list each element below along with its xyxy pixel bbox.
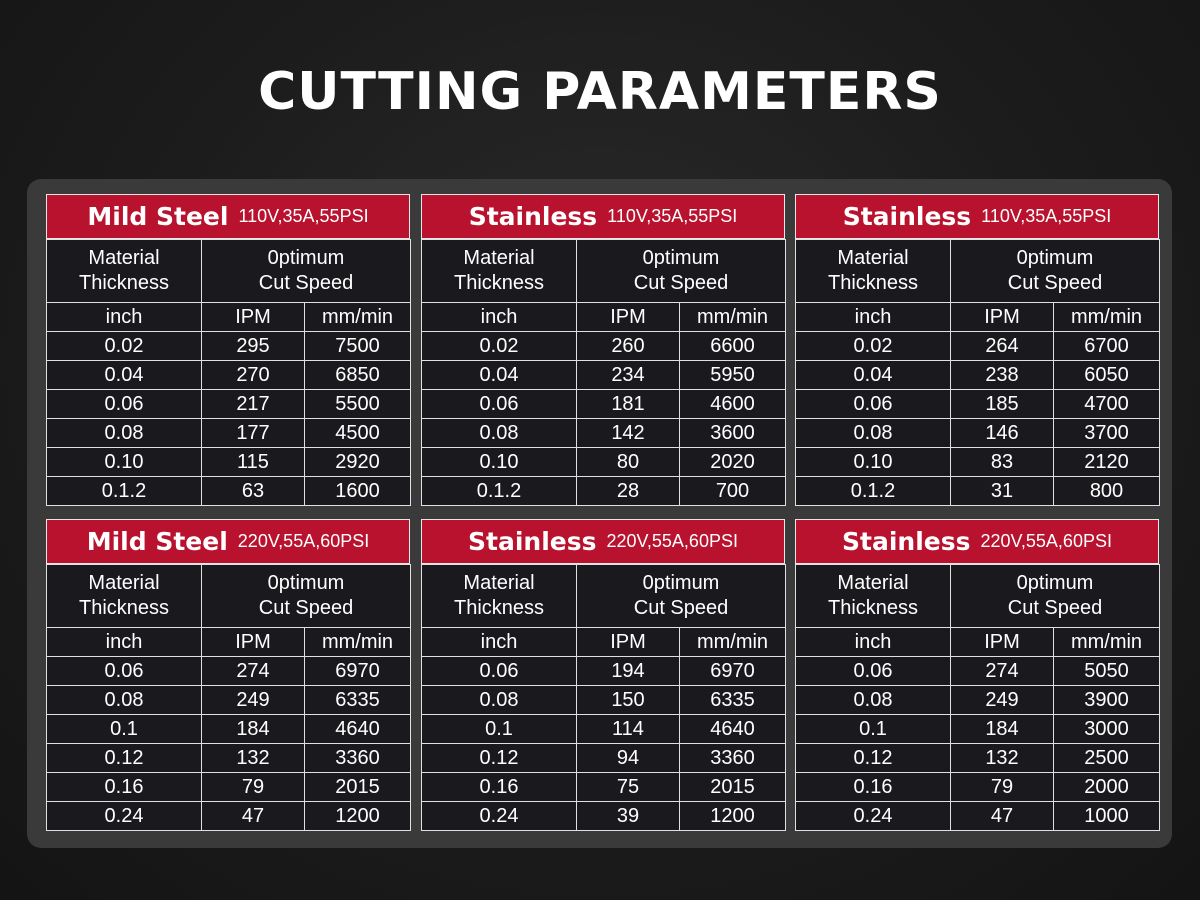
column-header-row <box>796 240 1160 303</box>
thickness-header-line2: Thickness <box>78 597 170 619</box>
page-title: CUTTING PARAMETERS <box>258 62 942 122</box>
table-row <box>422 361 786 390</box>
table-row <box>422 477 786 506</box>
unit-inch: inch <box>47 303 202 332</box>
thickness-cell: 0.02 <box>796 332 951 361</box>
thickness-cell: 0.1.2 <box>47 477 202 506</box>
speed-header-line1: 0ptimum <box>642 572 720 594</box>
ipm-cell: 238 <box>951 361 1054 390</box>
mm-per-min-cell: 2000 <box>1054 773 1160 802</box>
ipm-cell: 28 <box>577 477 680 506</box>
mm-per-min-cell: 6970 <box>305 657 411 686</box>
thickness-cell: 0.08 <box>422 686 577 715</box>
mm-per-min-cell: 800 <box>1054 477 1160 506</box>
mm-per-min-cell: 4700 <box>1054 390 1160 419</box>
unit-mm-per-min: mm/min <box>680 303 786 332</box>
units-row <box>796 303 1160 332</box>
mm-per-min-cell: 5050 <box>1054 657 1160 686</box>
ipm-cell: 79 <box>202 773 305 802</box>
table-row <box>47 773 411 802</box>
speed-header-line2: Cut Speed <box>1007 272 1103 294</box>
material-name: Mild Steel <box>87 202 229 231</box>
unit-mm-per-min: mm/min <box>305 303 411 332</box>
table-row <box>796 686 1160 715</box>
thickness-cell: 0.08 <box>796 419 951 448</box>
thickness-cell: 0.06 <box>422 657 577 686</box>
unit-inch: inch <box>796 628 951 657</box>
ipm-cell: 194 <box>577 657 680 686</box>
table-row <box>47 715 411 744</box>
mm-per-min-cell: 3900 <box>1054 686 1160 715</box>
table-header <box>46 194 410 239</box>
table-row <box>47 419 411 448</box>
column-header-row <box>422 565 786 628</box>
ipm-cell: 295 <box>202 332 305 361</box>
thickness-header-line2: Thickness <box>827 272 919 294</box>
table-row <box>796 744 1160 773</box>
speed-header-line1: 0ptimum <box>642 247 720 269</box>
ipm-cell: 75 <box>577 773 680 802</box>
ipm-cell: 83 <box>951 448 1054 477</box>
ipm-cell: 177 <box>202 419 305 448</box>
unit-inch: inch <box>47 628 202 657</box>
mm-per-min-cell: 4600 <box>680 390 786 419</box>
parameter-table-card <box>46 194 410 506</box>
thickness-cell: 0.08 <box>796 686 951 715</box>
speed-header <box>577 565 786 628</box>
thickness-cell: 0.24 <box>422 802 577 831</box>
thickness-cell: 0.02 <box>47 332 202 361</box>
mm-per-min-cell: 6850 <box>305 361 411 390</box>
ipm-cell: 142 <box>577 419 680 448</box>
mm-per-min-cell: 2015 <box>305 773 411 802</box>
column-header-row <box>47 565 411 628</box>
mm-per-min-cell: 1200 <box>305 802 411 831</box>
thickness-cell: 0.08 <box>47 419 202 448</box>
thickness-cell: 0.12 <box>422 744 577 773</box>
ipm-cell: 249 <box>951 686 1054 715</box>
thickness-header-line1: Material <box>88 247 160 269</box>
mm-per-min-cell: 5500 <box>305 390 411 419</box>
mm-per-min-cell: 4640 <box>305 715 411 744</box>
mm-per-min-cell: 700 <box>680 477 786 506</box>
table-row <box>422 715 786 744</box>
ipm-cell: 217 <box>202 390 305 419</box>
thickness-header-line2: Thickness <box>453 597 545 619</box>
thickness-header <box>422 565 577 628</box>
unit-mm-per-min: mm/min <box>1054 303 1160 332</box>
table-row <box>796 773 1160 802</box>
units-row <box>422 303 786 332</box>
thickness-header-line2: Thickness <box>78 272 170 294</box>
thickness-cell: 0.06 <box>47 390 202 419</box>
table-row <box>47 448 411 477</box>
mm-per-min-cell: 6970 <box>680 657 786 686</box>
unit-inch: inch <box>796 303 951 332</box>
thickness-header <box>796 565 951 628</box>
ipm-cell: 181 <box>577 390 680 419</box>
ipm-cell: 264 <box>951 332 1054 361</box>
unit-ipm: IPM <box>202 303 305 332</box>
parameter-table <box>795 564 1160 831</box>
ipm-cell: 63 <box>202 477 305 506</box>
ipm-cell: 249 <box>202 686 305 715</box>
thickness-header <box>47 565 202 628</box>
thickness-cell: 0.08 <box>47 686 202 715</box>
table-header <box>795 194 1159 239</box>
speed-header-line1: 0ptimum <box>1016 247 1094 269</box>
table-row <box>47 744 411 773</box>
ipm-cell: 47 <box>951 802 1054 831</box>
speed-header-line2: Cut Speed <box>258 272 354 294</box>
thickness-header-line1: Material <box>463 572 535 594</box>
mm-per-min-cell: 3360 <box>305 744 411 773</box>
mm-per-min-cell: 3360 <box>680 744 786 773</box>
parameter-table-card <box>795 194 1159 506</box>
mm-per-min-cell: 4500 <box>305 419 411 448</box>
thickness-cell: 0.1 <box>47 715 202 744</box>
table-row <box>47 390 411 419</box>
units-row <box>47 303 411 332</box>
mm-per-min-cell: 2015 <box>680 773 786 802</box>
ipm-cell: 94 <box>577 744 680 773</box>
thickness-header-line2: Thickness <box>453 272 545 294</box>
units-row <box>422 628 786 657</box>
thickness-cell: 0.10 <box>796 448 951 477</box>
table-row <box>796 448 1160 477</box>
parameter-table-card <box>421 194 785 506</box>
table-row <box>422 773 786 802</box>
ipm-cell: 47 <box>202 802 305 831</box>
units-row <box>47 628 411 657</box>
table-row <box>422 744 786 773</box>
speed-header <box>951 240 1160 303</box>
ipm-cell: 274 <box>951 657 1054 686</box>
thickness-cell: 0.06 <box>796 657 951 686</box>
unit-mm-per-min: mm/min <box>305 628 411 657</box>
table-row <box>796 657 1160 686</box>
ipm-cell: 185 <box>951 390 1054 419</box>
parameter-table <box>46 564 411 831</box>
thickness-cell: 0.06 <box>796 390 951 419</box>
thickness-cell: 0.10 <box>47 448 202 477</box>
mm-per-min-cell: 6050 <box>1054 361 1160 390</box>
speed-header-line2: Cut Speed <box>1007 597 1103 619</box>
unit-inch: inch <box>422 628 577 657</box>
table-row <box>422 419 786 448</box>
ipm-cell: 79 <box>951 773 1054 802</box>
mm-per-min-cell: 1600 <box>305 477 411 506</box>
thickness-cell: 0.16 <box>47 773 202 802</box>
thickness-cell: 0.12 <box>796 744 951 773</box>
speed-header <box>951 565 1160 628</box>
table-row <box>422 657 786 686</box>
table-row <box>47 686 411 715</box>
unit-ipm: IPM <box>577 628 680 657</box>
table-row <box>796 332 1160 361</box>
machine-spec: 110V,35A,55PSI <box>981 206 1112 226</box>
parameter-table-card <box>421 519 785 831</box>
mm-per-min-cell: 1000 <box>1054 802 1160 831</box>
table-row <box>47 802 411 831</box>
mm-per-min-cell: 6335 <box>680 686 786 715</box>
material-name: Stainless <box>468 202 598 231</box>
table-row <box>422 332 786 361</box>
thickness-cell: 0.04 <box>796 361 951 390</box>
unit-ipm: IPM <box>951 303 1054 332</box>
machine-spec: 110V,35A,55PSI <box>607 206 738 226</box>
material-name: Stainless <box>468 527 597 556</box>
mm-per-min-cell: 3000 <box>1054 715 1160 744</box>
thickness-cell: 0.1 <box>796 715 951 744</box>
unit-ipm: IPM <box>202 628 305 657</box>
unit-ipm: IPM <box>577 303 680 332</box>
parameter-table <box>795 239 1160 506</box>
thickness-cell: 0.08 <box>422 419 577 448</box>
ipm-cell: 274 <box>202 657 305 686</box>
table-row <box>422 686 786 715</box>
ipm-cell: 146 <box>951 419 1054 448</box>
table-header <box>421 194 785 239</box>
ipm-cell: 270 <box>202 361 305 390</box>
thickness-cell: 0.04 <box>47 361 202 390</box>
units-row <box>796 628 1160 657</box>
mm-per-min-cell: 3700 <box>1054 419 1160 448</box>
table-header <box>46 519 410 564</box>
ipm-cell: 115 <box>202 448 305 477</box>
thickness-cell: 0.24 <box>796 802 951 831</box>
mm-per-min-cell: 2920 <box>305 448 411 477</box>
unit-mm-per-min: mm/min <box>680 628 786 657</box>
mm-per-min-cell: 6335 <box>305 686 411 715</box>
table-row <box>796 802 1160 831</box>
speed-header-line2: Cut Speed <box>633 597 729 619</box>
thickness-header-line1: Material <box>837 247 909 269</box>
speed-header <box>202 240 411 303</box>
table-row <box>422 802 786 831</box>
mm-per-min-cell: 6700 <box>1054 332 1160 361</box>
table-row <box>796 361 1160 390</box>
thickness-header-line1: Material <box>837 572 909 594</box>
mm-per-min-cell: 2500 <box>1054 744 1160 773</box>
ipm-cell: 80 <box>577 448 680 477</box>
thickness-header <box>47 240 202 303</box>
thickness-cell: 0.06 <box>47 657 202 686</box>
column-header-row <box>796 565 1160 628</box>
unit-mm-per-min: mm/min <box>1054 628 1160 657</box>
table-header <box>421 519 785 564</box>
table-row <box>47 477 411 506</box>
machine-spec: 220V,55A,60PSI <box>980 531 1112 551</box>
table-row <box>796 390 1160 419</box>
thickness-header <box>796 240 951 303</box>
table-row <box>47 361 411 390</box>
thickness-cell: 0.24 <box>47 802 202 831</box>
speed-header-line2: Cut Speed <box>633 272 729 294</box>
parameter-table-card <box>795 519 1159 831</box>
thickness-cell: 0.02 <box>422 332 577 361</box>
speed-header-line1: 0ptimum <box>267 247 345 269</box>
thickness-header-line1: Material <box>88 572 160 594</box>
ipm-cell: 39 <box>577 802 680 831</box>
ipm-cell: 114 <box>577 715 680 744</box>
unit-inch: inch <box>422 303 577 332</box>
thickness-cell: 0.04 <box>422 361 577 390</box>
mm-per-min-cell: 2020 <box>680 448 786 477</box>
material-name: Stainless <box>842 527 971 556</box>
mm-per-min-cell: 4640 <box>680 715 786 744</box>
ipm-cell: 31 <box>951 477 1054 506</box>
table-row <box>796 477 1160 506</box>
machine-spec: 220V,55A,60PSI <box>606 531 738 551</box>
mm-per-min-cell: 1200 <box>680 802 786 831</box>
column-header-row <box>47 240 411 303</box>
speed-header <box>577 240 786 303</box>
mm-per-min-cell: 5950 <box>680 361 786 390</box>
table-row <box>796 715 1160 744</box>
thickness-cell: 0.1.2 <box>422 477 577 506</box>
speed-header-line1: 0ptimum <box>267 572 345 594</box>
ipm-cell: 260 <box>577 332 680 361</box>
table-row <box>47 657 411 686</box>
thickness-cell: 0.12 <box>47 744 202 773</box>
table-row <box>422 390 786 419</box>
thickness-cell: 0.1.2 <box>796 477 951 506</box>
mm-per-min-cell: 3600 <box>680 419 786 448</box>
parameter-table <box>46 239 411 506</box>
table-row <box>422 448 786 477</box>
thickness-cell: 0.16 <box>796 773 951 802</box>
speed-header-line2: Cut Speed <box>258 597 354 619</box>
ipm-cell: 234 <box>577 361 680 390</box>
thickness-cell: 0.16 <box>422 773 577 802</box>
thickness-cell: 0.1 <box>422 715 577 744</box>
speed-header-line1: 0ptimum <box>1016 572 1094 594</box>
parameter-table <box>421 239 786 506</box>
thickness-header-line2: Thickness <box>827 597 919 619</box>
table-row <box>796 419 1160 448</box>
ipm-cell: 184 <box>202 715 305 744</box>
mm-per-min-cell: 2120 <box>1054 448 1160 477</box>
ipm-cell: 150 <box>577 686 680 715</box>
material-name: Mild Steel <box>86 527 228 556</box>
machine-spec: 220V,55A,60PSI <box>237 531 370 551</box>
parameter-table-card <box>46 519 410 831</box>
mm-per-min-cell: 6600 <box>680 332 786 361</box>
material-name: Stainless <box>842 202 972 231</box>
table-header <box>795 519 1159 564</box>
parameter-table <box>421 564 786 831</box>
thickness-cell: 0.06 <box>422 390 577 419</box>
thickness-cell: 0.10 <box>422 448 577 477</box>
machine-spec: 110V,35A,55PSI <box>238 206 369 226</box>
column-header-row <box>422 240 786 303</box>
ipm-cell: 132 <box>951 744 1054 773</box>
ipm-cell: 132 <box>202 744 305 773</box>
speed-header <box>202 565 411 628</box>
mm-per-min-cell: 7500 <box>305 332 411 361</box>
ipm-cell: 184 <box>951 715 1054 744</box>
thickness-header-line1: Material <box>463 247 535 269</box>
unit-ipm: IPM <box>951 628 1054 657</box>
thickness-header <box>422 240 577 303</box>
table-row <box>47 332 411 361</box>
